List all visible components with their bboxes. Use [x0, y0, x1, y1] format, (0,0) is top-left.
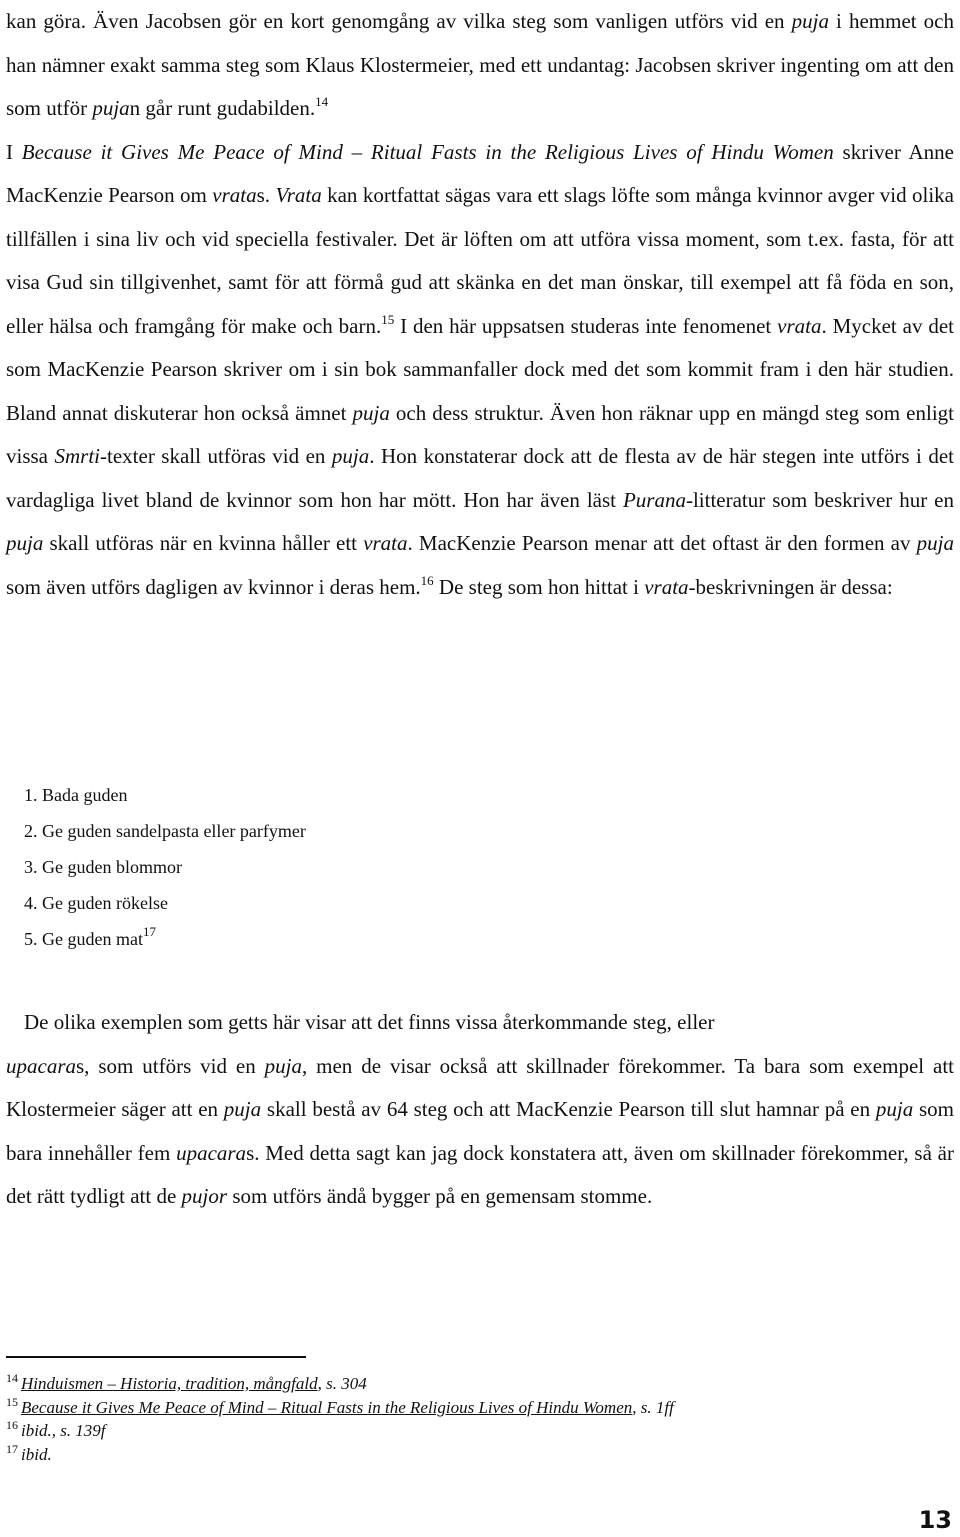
text-run: De olika exemplen som getts här visar att det finns vissa återkommande steg, eller: [24, 1010, 715, 1034]
footnote-divider: [6, 1356, 306, 1358]
body-paragraph: [6, 0, 954, 609]
list-item: [24, 849, 624, 885]
text-run: i hemmet och han nämner exakt samma steg som Klaus Klostermeier, med ett undantag: Jacobsen skriver ingenting om att den som utför: [6, 9, 954, 120]
italic-term: Smrti: [54, 444, 101, 468]
text-run: De steg som hon hittat i: [433, 574, 645, 599]
footnote-ref-14[interactable]: 14: [315, 94, 329, 109]
italic-term: puja: [916, 531, 954, 555]
text-run: och dess struktur. Även hon räknar upp en mängd steg som enligt vissa: [6, 400, 955, 468]
text-run: s, som utförs vid en: [76, 1053, 265, 1078]
footnote-16: [6, 1419, 906, 1443]
italic-term: vrata: [363, 531, 408, 555]
italic-term: pujor: [181, 1184, 228, 1208]
text-run: -beskrivningen är dessa:: [688, 574, 893, 599]
italic-term: puja: [264, 1053, 302, 1078]
italic-term: Purana: [622, 487, 686, 512]
text-run: . Mycket av det som MacKenzie Pearson skriver om i sin bok sammanfaller dock med det som kommit fram i den här studien. Bland annat diskuterar hon också ämnet: [6, 313, 954, 425]
body-paragraph-2: [6, 1001, 954, 1219]
italic-term: upacara: [6, 1053, 76, 1078]
footnote-text: , s. 304: [317, 1374, 367, 1393]
footnote-title: Because it Gives Me Peace of Mind – Ritual Fasts in the Religious Lives of Hindu Women: [21, 1397, 633, 1417]
footnote-number: 17: [6, 1441, 18, 1456]
italic-term: vrata: [212, 183, 257, 207]
list-item: [24, 813, 624, 849]
footnote-text: ibid., s. 139f: [21, 1421, 106, 1440]
footnote-14: [6, 1372, 906, 1396]
text-run: som även utförs dagligen av kvinnor i deras hem.: [6, 574, 421, 599]
footnote-ref-16[interactable]: 16: [420, 572, 434, 588]
page-number: 13: [918, 1506, 952, 1534]
italic-term: puja: [331, 444, 370, 468]
text-run: som bara innehåller fem: [6, 1097, 955, 1165]
list-item-text: 3. Ge guden blommor: [24, 857, 182, 877]
text-run: skriver Anne MacKenzie Pearson om: [6, 139, 954, 207]
footnote-ref-17[interactable]: 17: [142, 924, 156, 939]
list-item: [24, 885, 624, 921]
list-item-text: 1. Bada guden: [24, 785, 128, 805]
text-run: . Hon konstaterar dock att de flesta av de här stegen inte utförs i det vardagliga livet bland de kvinnor som hon har mött. Hon har även läst: [6, 444, 955, 512]
italic-term: puja: [875, 1097, 914, 1121]
italic-term: vrata: [644, 574, 689, 599]
text-run: I: [6, 139, 22, 164]
text-run: I den här uppsatsen studeras inte fenomenet: [394, 313, 778, 338]
text-run: kan kortfattat sägas vara ett slags löfte som många kvinnor avger vid olika tillfällen i sina liv och vid speciella festivaler. Det är löften om att utföra vissa moment, som t.ex. fasta, för att visa Gud sin tillgivenhet, samt för att förmå gud att skänka en det man önskar, till exempel att få föda en son, eller hälsa och framgång för make och barn.: [6, 183, 954, 338]
book-title: Because it Gives Me Peace of Mind – Ritual Fasts in the Religious Lives of Hindu Women: [21, 139, 834, 164]
list-item: [24, 921, 624, 957]
footnote-number: 15: [6, 1394, 18, 1409]
text-run: skall utföras när en kvinna håller ett: [43, 531, 364, 555]
footnote-number: 14: [6, 1371, 18, 1385]
footnote-number: 16: [6, 1418, 18, 1432]
italic-term: puja: [791, 9, 829, 33]
text-run: s. Med detta sagt kan jag dock konstatera att, även om skillnader förekommer, så är det rätt tydligt att de: [6, 1140, 955, 1208]
italic-term: puja: [92, 96, 130, 120]
text-run: , men de visar också att skillnader förekommer. Ta bara som exempel att Klostermeier säger att en: [6, 1053, 955, 1121]
italic-term: vrata: [777, 313, 822, 338]
text-run: . MacKenzie Pearson menar att det oftast är den formen av: [407, 531, 917, 555]
list-item-text: 4. Ge guden rökelse: [24, 893, 168, 913]
text-run: -litteratur som beskriver hur en: [685, 487, 954, 512]
text-run: kan göra. Även Jacobsen gör en kort genomgång av vilka steg som vanligen utförs vid en: [6, 9, 792, 33]
italic-term: Vrata: [275, 183, 322, 207]
text-run: skall bestå av 64 steg och att MacKenzie Pearson till slut hamnar på en: [261, 1097, 876, 1121]
footnotes: [6, 1372, 906, 1466]
italic-term: puja: [223, 1097, 262, 1121]
footnote-ref-15[interactable]: 15: [381, 311, 395, 327]
text-run: som utförs ändå bygger på en gemensam stomme.: [227, 1184, 653, 1208]
text-run: -texter skall utföras vid en: [100, 444, 332, 468]
ritual-steps-list: [24, 777, 624, 957]
list-item: [24, 777, 624, 813]
footnote-title: Hinduismen – Historia, tradition, mångfald: [21, 1374, 318, 1393]
list-item-text: 2. Ge guden sandelpasta eller parfymer: [24, 821, 306, 841]
italic-term: upacara: [176, 1140, 247, 1165]
list-item-text: 5. Ge guden mat: [24, 929, 143, 949]
footnote-text: , s. 1ff: [632, 1397, 674, 1417]
footnote-15: [6, 1396, 906, 1420]
text-run: n går runt gudabilden.: [129, 96, 316, 120]
italic-term: puja: [352, 400, 390, 425]
footnote-17: [6, 1443, 906, 1467]
text-run: s.: [256, 183, 276, 207]
italic-term: puja: [6, 531, 44, 555]
footnote-text: ibid.: [21, 1444, 52, 1464]
